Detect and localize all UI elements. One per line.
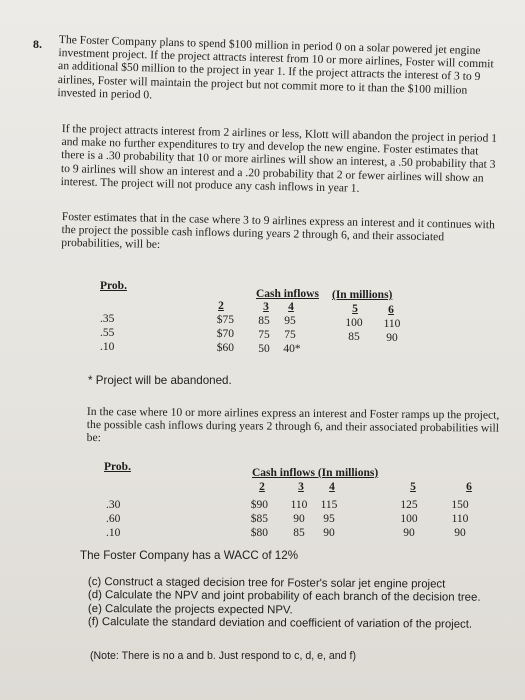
table2-cell: $80 <box>250 527 268 539</box>
table2-year: 4 <box>329 481 335 493</box>
table1-year: 6 <box>388 304 394 316</box>
table1-cell: 100 <box>345 317 363 329</box>
table1-prob-header: Prob. <box>100 280 127 292</box>
table2-year: 6 <box>466 481 472 493</box>
table2-cell: 110 <box>451 513 469 525</box>
table2-year: 2 <box>259 481 265 493</box>
table1-cash-header: Cash inflows <box>256 288 319 300</box>
table1-prob: .35 <box>100 313 115 325</box>
table2-cell: 85 <box>293 527 305 539</box>
table2-prob: .60 <box>106 513 121 525</box>
table1-cell: $60 <box>216 342 234 354</box>
table1-cell: $70 <box>216 328 234 340</box>
task-c: (c) Construct a staged decision tree for Foster's solar jet engine project <box>87 576 446 591</box>
abandon-footnote: * Project will be abandoned. <box>88 374 232 387</box>
table1-prob: .10 <box>100 341 115 353</box>
table1-year: 5 <box>352 303 358 315</box>
table2-cell: 115 <box>320 499 338 511</box>
table1-millions-header: (In millions) <box>332 289 393 301</box>
table1-cell: 95 <box>284 315 296 327</box>
note-line: (Note: There is no a and b. Just respond to c, d, e, and f) <box>90 650 356 662</box>
table1-year: 4 <box>288 301 294 313</box>
table2-cash-header: Cash inflows (In millions) <box>252 467 379 479</box>
table1-prob: .55 <box>100 327 115 339</box>
table2-cell: $90 <box>250 499 268 511</box>
table1-year: 2 <box>218 300 224 312</box>
table2-prob-header: Prob. <box>104 461 131 473</box>
scenario-2-paragraph: In the case where 10 or more airlines express an interest and Foster ramps up the project, the possible cash inflows during years 2 through 6, and their associated probabilities will be: <box>86 405 500 445</box>
table2-cell: 90 <box>403 527 415 539</box>
table2-cell: 150 <box>451 499 469 511</box>
scenario-1-paragraph: Foster estimates that in the case where 3 to 9 airlines express an interest and it continues with the project the possible cash inflows during years 2 through 6, and their associated probabilities, will be: <box>61 210 495 252</box>
task-e: (e) Calculate the projects expected NPV. <box>87 603 293 617</box>
table1-cell: 110 <box>383 318 401 330</box>
table2-cell: 110 <box>290 499 308 511</box>
table1-cell: 90 <box>386 332 398 344</box>
table2-prob: .30 <box>106 499 121 511</box>
task-f: (f) Calculate the standard deviation and coefficient of variation of the project. <box>87 616 473 631</box>
table1-cell: 85 <box>258 315 270 327</box>
table2-cell: 125 <box>400 499 418 511</box>
table1-year: 3 <box>263 301 269 313</box>
table2-cell: 95 <box>323 513 335 525</box>
table1-cell: 75 <box>258 329 270 341</box>
table2-year: 5 <box>410 481 416 493</box>
table2-prob: .10 <box>106 527 121 539</box>
table2-cell: 90 <box>323 527 335 539</box>
problem-number: 8. <box>33 37 42 51</box>
table1-cell: 85 <box>348 331 360 343</box>
table2-cell: $85 <box>250 513 268 525</box>
table1-cell: 75 <box>284 329 296 341</box>
table1-cell: $75 <box>216 314 234 326</box>
intro-paragraph: The Foster Company plans to spend $100 million in period 0 on a solar powered jet engine investment project. If the project attracts interest from 10 or more airlines, Foster will commit an additional $50 million to the project in year 1. If the project attracts the interest of 3 to 9 airlines, Foster will maintain the project but not commit more to it than the $100 million invested in period 0. <box>57 33 494 102</box>
task-d: (d) Calculate the NPV and joint probability of each branch of the decision tree. <box>87 589 481 604</box>
table1-cell: 50 <box>258 343 270 355</box>
abandon-paragraph: If the project attracts interest from 2 airlines or less, Klott will abandon the project in period 1 and make no further expenditures to try and develop the new engine. Foster estimates that there is a .30 probability that 10 or more airlines will show an interest, a .50 probability that 3 to 9 airlines will show an interest and a .20 probability that 2 or fewer airlines will show an interest. The project will not produce any cash inflows in year 1. <box>60 122 498 195</box>
table2-cell: 90 <box>293 513 305 525</box>
table2-year: 3 <box>298 481 304 493</box>
table1-cell: 40* <box>283 343 301 355</box>
table2-cell: 90 <box>454 527 466 539</box>
table2-cell: 100 <box>400 513 418 525</box>
wacc-line: The Foster Company has a WACC of 12% <box>80 549 299 562</box>
